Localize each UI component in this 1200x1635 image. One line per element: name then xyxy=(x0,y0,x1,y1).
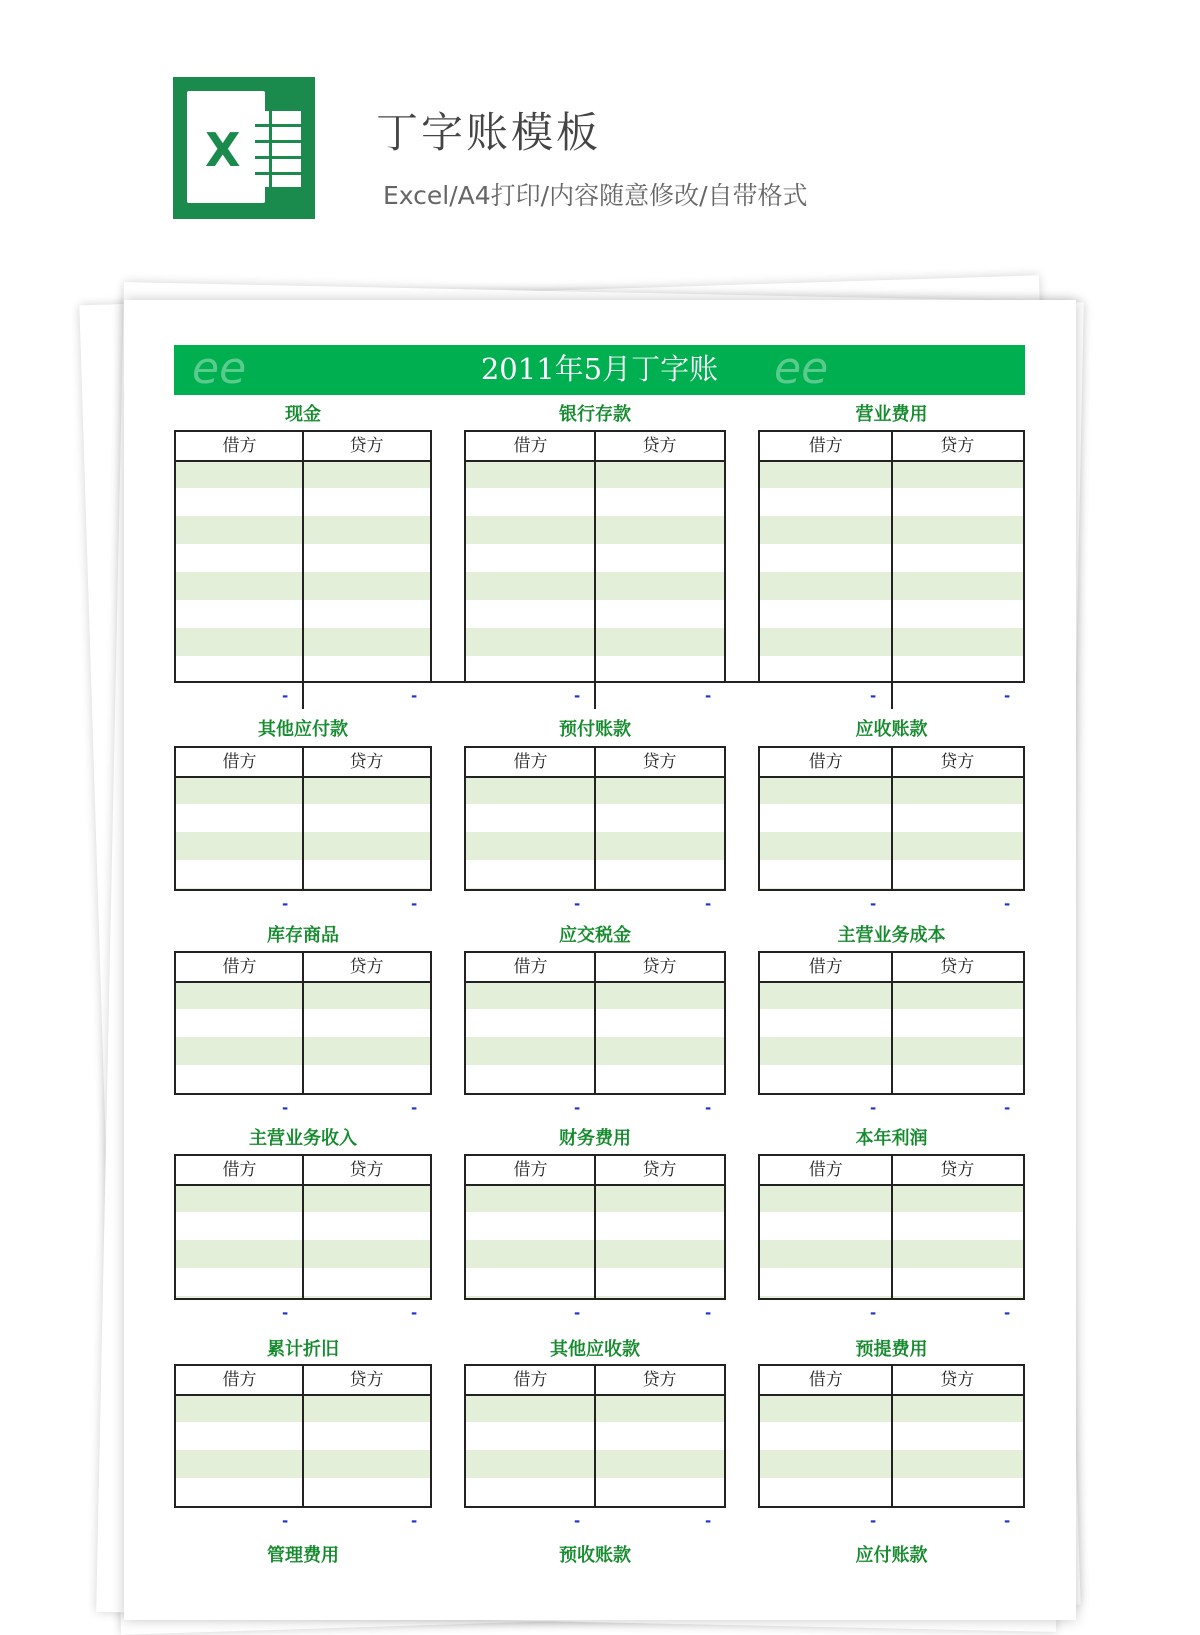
row-base-line xyxy=(432,681,464,683)
account-title: 主营业务收入 xyxy=(249,1128,357,1149)
credit-balance-dash: - xyxy=(705,895,712,913)
document-subtitle: Excel/A4打印/内容随意修改/自带格式 xyxy=(383,181,808,210)
t-account-divider xyxy=(594,953,596,1093)
t-account-sheet xyxy=(174,345,1025,1597)
t-account-table xyxy=(758,951,1025,1095)
account-title: 应交税金 xyxy=(559,925,631,946)
credit-balance-dash: - xyxy=(1004,687,1011,705)
t-account-table xyxy=(174,1154,432,1300)
debit-balance-dash: - xyxy=(870,1099,877,1117)
debit-balance-dash: - xyxy=(282,1099,289,1117)
credit-balance-dash: - xyxy=(705,687,712,705)
debit-label: 借方 xyxy=(513,957,548,977)
t-account-stem xyxy=(594,683,596,709)
t-account-divider xyxy=(891,432,893,681)
debit-balance-dash: - xyxy=(870,895,877,913)
credit-balance-dash: - xyxy=(411,1512,418,1530)
logo-page xyxy=(187,91,265,203)
t-account-table xyxy=(758,1154,1025,1300)
debit-balance-dash: - xyxy=(574,895,581,913)
t-account-table xyxy=(758,1364,1025,1508)
t-account-divider xyxy=(594,1366,596,1506)
account-title: 累计折旧 xyxy=(267,1339,339,1360)
t-account-divider xyxy=(891,748,893,889)
account-title: 预收账款 xyxy=(559,1545,631,1566)
t-account-table xyxy=(758,746,1025,891)
credit-balance-dash: - xyxy=(705,1304,712,1322)
t-account-divider xyxy=(302,1366,304,1506)
debit-label: 借方 xyxy=(222,1160,257,1180)
account-title: 本年利润 xyxy=(855,1128,928,1149)
debit-label: 借方 xyxy=(513,1160,548,1180)
t-account-divider xyxy=(302,748,304,889)
debit-balance-dash: - xyxy=(282,1512,289,1530)
account-title: 主营业务成本 xyxy=(837,925,946,946)
debit-label: 借方 xyxy=(808,436,843,456)
t-account-divider xyxy=(302,432,304,681)
t-account-divider xyxy=(891,1156,893,1298)
credit-label: 贷方 xyxy=(642,1160,677,1180)
t-account-table xyxy=(464,746,726,891)
debit-balance-dash: - xyxy=(870,1512,877,1530)
account-title: 库存商品 xyxy=(267,925,339,946)
credit-balance-dash: - xyxy=(1004,895,1011,913)
t-account-table xyxy=(174,1364,432,1508)
account-title: 管理费用 xyxy=(267,1545,339,1566)
credit-balance-dash: - xyxy=(1004,1304,1011,1322)
document-title: 丁字账模板 xyxy=(376,108,602,157)
account-title: 其他应付款 xyxy=(258,719,348,740)
t-account-table xyxy=(464,951,726,1095)
debit-label: 借方 xyxy=(513,752,548,772)
credit-balance-dash: - xyxy=(411,1099,418,1117)
credit-label: 贷方 xyxy=(349,752,384,772)
debit-balance-dash: - xyxy=(574,1099,581,1117)
debit-label: 借方 xyxy=(222,1370,257,1390)
debit-label: 借方 xyxy=(513,1370,548,1390)
credit-label: 贷方 xyxy=(349,436,384,456)
watermark-icon: ee xyxy=(774,343,829,394)
account-title: 预付账款 xyxy=(559,719,631,740)
credit-label: 贷方 xyxy=(642,1370,677,1390)
debit-label: 借方 xyxy=(222,957,257,977)
credit-balance-dash: - xyxy=(705,1512,712,1530)
credit-label: 贷方 xyxy=(642,957,677,977)
debit-label: 借方 xyxy=(808,1160,843,1180)
t-account-divider xyxy=(594,432,596,681)
debit-label: 借方 xyxy=(808,957,843,977)
row-base-line xyxy=(726,681,758,683)
debit-balance-dash: - xyxy=(574,1304,581,1322)
excel-logo xyxy=(173,77,315,219)
account-title: 应付账款 xyxy=(855,1545,928,1566)
debit-balance-dash: - xyxy=(282,1304,289,1322)
account-title: 其他应收款 xyxy=(550,1339,640,1360)
credit-balance-dash: - xyxy=(411,895,418,913)
t-account-stem xyxy=(891,683,893,709)
credit-label: 贷方 xyxy=(349,957,384,977)
excel-x-icon: X xyxy=(205,123,241,177)
credit-balance-dash: - xyxy=(1004,1099,1011,1117)
t-account-table xyxy=(464,1364,726,1508)
credit-balance-dash: - xyxy=(1004,1512,1011,1530)
account-title: 预提费用 xyxy=(855,1339,928,1360)
credit-balance-dash: - xyxy=(411,687,418,705)
credit-label: 贷方 xyxy=(940,752,975,772)
t-account-divider xyxy=(594,1156,596,1298)
t-account-stem xyxy=(302,683,304,709)
sheet-title-banner: 2011年5月丁字账 xyxy=(174,345,1025,395)
debit-label: 借方 xyxy=(513,436,548,456)
debit-balance-dash: - xyxy=(574,1512,581,1530)
account-title: 银行存款 xyxy=(559,404,631,425)
debit-balance-dash: - xyxy=(870,687,877,705)
t-account-table xyxy=(464,1154,726,1300)
credit-label: 贷方 xyxy=(349,1160,384,1180)
t-account-divider xyxy=(302,953,304,1093)
account-title: 应收账款 xyxy=(855,719,928,740)
watermark-icon: ee xyxy=(192,343,247,394)
t-account-divider xyxy=(891,1366,893,1506)
debit-balance-dash: - xyxy=(282,895,289,913)
debit-balance-dash: - xyxy=(870,1304,877,1322)
debit-label: 借方 xyxy=(808,752,843,772)
account-title: 财务费用 xyxy=(559,1128,631,1149)
credit-label: 贷方 xyxy=(642,752,677,772)
debit-label: 借方 xyxy=(808,1370,843,1390)
credit-label: 贷方 xyxy=(642,436,677,456)
credit-label: 贷方 xyxy=(940,1160,975,1180)
debit-label: 借方 xyxy=(222,436,257,456)
t-account-table xyxy=(174,951,432,1095)
credit-label: 贷方 xyxy=(940,1370,975,1390)
spreadsheet-grid-icon xyxy=(255,111,301,187)
t-account-divider xyxy=(594,748,596,889)
credit-label: 贷方 xyxy=(940,436,975,456)
account-title: 营业费用 xyxy=(855,404,928,425)
t-account-divider xyxy=(302,1156,304,1298)
t-account-table xyxy=(464,430,726,683)
t-account-table xyxy=(758,430,1025,683)
credit-balance-dash: - xyxy=(411,1304,418,1322)
t-account-divider xyxy=(891,953,893,1093)
account-title: 现金 xyxy=(285,404,321,425)
debit-balance-dash: - xyxy=(574,687,581,705)
t-account-table xyxy=(174,430,432,683)
debit-label: 借方 xyxy=(222,752,257,772)
credit-label: 贷方 xyxy=(940,957,975,977)
credit-label: 贷方 xyxy=(349,1370,384,1390)
credit-balance-dash: - xyxy=(705,1099,712,1117)
debit-balance-dash: - xyxy=(282,687,289,705)
t-account-table xyxy=(174,746,432,891)
